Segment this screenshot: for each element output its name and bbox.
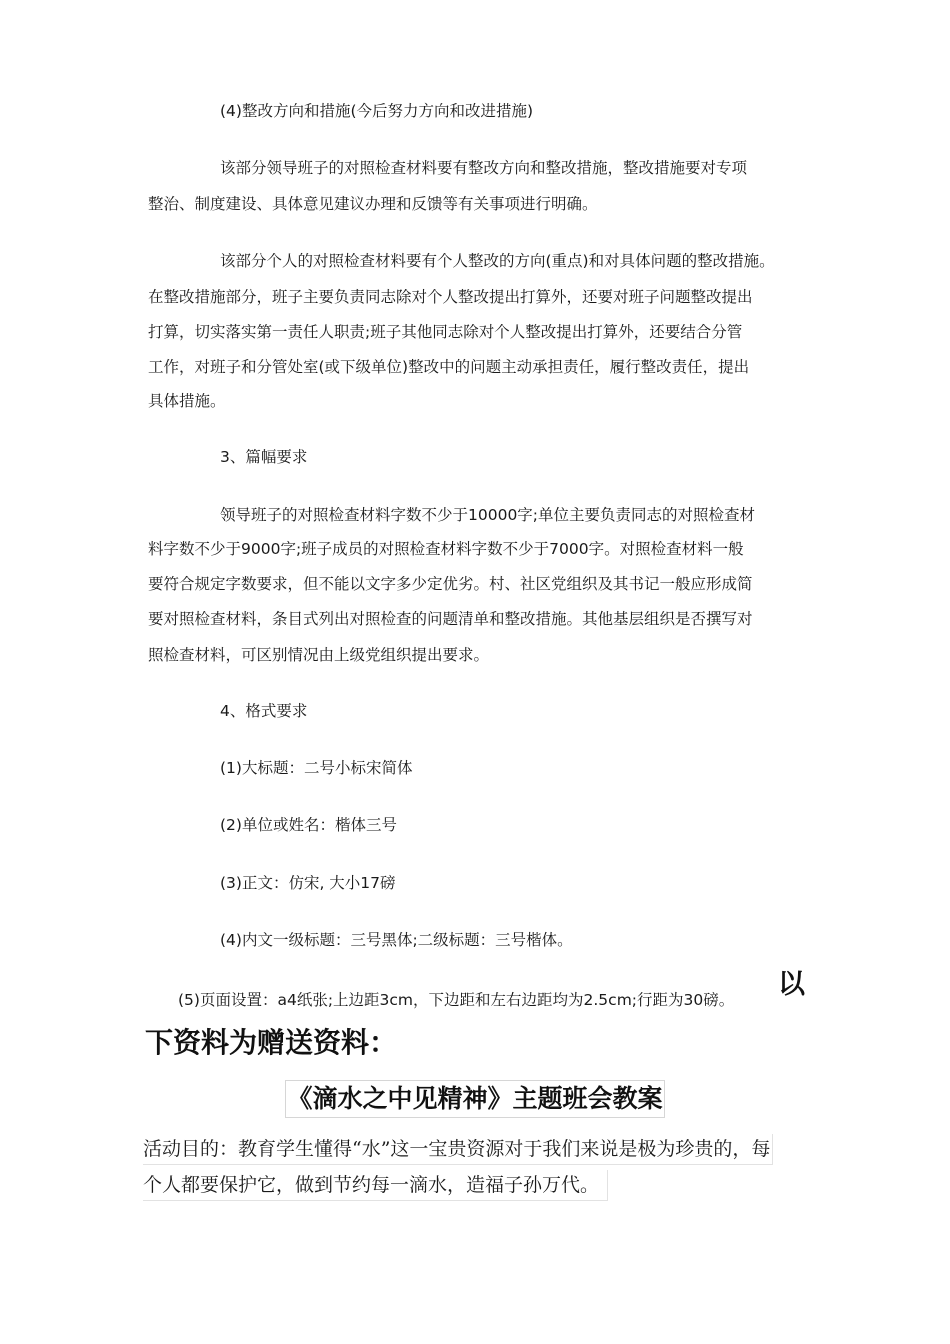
lesson-plan-title: 《滴水之中见精神》主题班会教案 (285, 1080, 665, 1118)
paragraph-line: 在整改措施部分，班子主要负责同志除对个人整改提出打算外，还要对班子问题整改提出 (148, 288, 753, 306)
activity-purpose-line: 个人都要保护它，做到节约每一滴水，造福子孙万代。 (143, 1170, 608, 1201)
paragraph-line: 料字数不少于9000字;班子成员的对照检查材料字数不少于7000字。对照检查材料一般 (148, 540, 744, 558)
bonus-heading-part2: 下资料为赠送资料： (145, 1026, 398, 1059)
format-item: (4)内文一级标题：三号黑体;二级标题：三号楷体。 (220, 931, 573, 949)
section-4-heading: (4)整改方向和措施(今后努力方向和改进措施) (220, 102, 534, 120)
paragraph-line: 工作，对班子和分管处室(或下级单位)整改中的问题主动承担责任，履行整改责任，提出 (148, 358, 750, 376)
paragraph-line: 该部分个人的对照检查材料要有个人整改的方向(重点)和对具体问题的整改措施。 (220, 252, 775, 270)
paragraph-line: 该部分领导班子的对照检查材料要有整改方向和整改措施，整改措施要对专项 (220, 159, 748, 177)
format-item: (1)大标题：二号小标宋简体 (220, 759, 413, 777)
heading-length-requirement: 3、篇幅要求 (220, 448, 308, 466)
paragraph-line: 具体措施。 (148, 392, 226, 410)
paragraph-line: 整治、制度建设、具体意见建议办理和反馈等有关事项进行明确。 (148, 195, 598, 213)
activity-purpose-line: 活动目的：教育学生懂得“水”这一宝贵资源对于我们来说是极为珍贵的，每 (143, 1134, 773, 1165)
paragraph-line: 照检查材料，可区别情况由上级党组织提出要求。 (148, 646, 490, 664)
format-item: (5)页面设置：a4纸张;上边距3cm，下边距和左右边距均为2.5cm;行距为30磅。 (178, 991, 735, 1009)
paragraph-line: 要符合规定字数要求，但不能以文字多少定优劣。村、社区党组织及其书记一般应形成简 (148, 575, 753, 593)
paragraph-line: 打算，切实落实第一责任人职责;班子其他同志除对个人整改提出打算外，还要结合分管 (148, 323, 743, 341)
heading-format-requirement: 4、格式要求 (220, 702, 308, 720)
paragraph-line: 领导班子的对照检查材料字数不少于10000字;单位主要负责同志的对照检查材 (220, 506, 756, 524)
format-item: (3)正文：仿宋, 大小17磅 (220, 874, 396, 892)
format-item: (2)单位或姓名：楷体三号 (220, 816, 397, 834)
bonus-heading-part1: 以 (778, 969, 805, 1000)
paragraph-line: 要对照检查材料，条目式列出对照检查的问题清单和整改措施。其他基层组织是否撰写对 (148, 610, 753, 628)
